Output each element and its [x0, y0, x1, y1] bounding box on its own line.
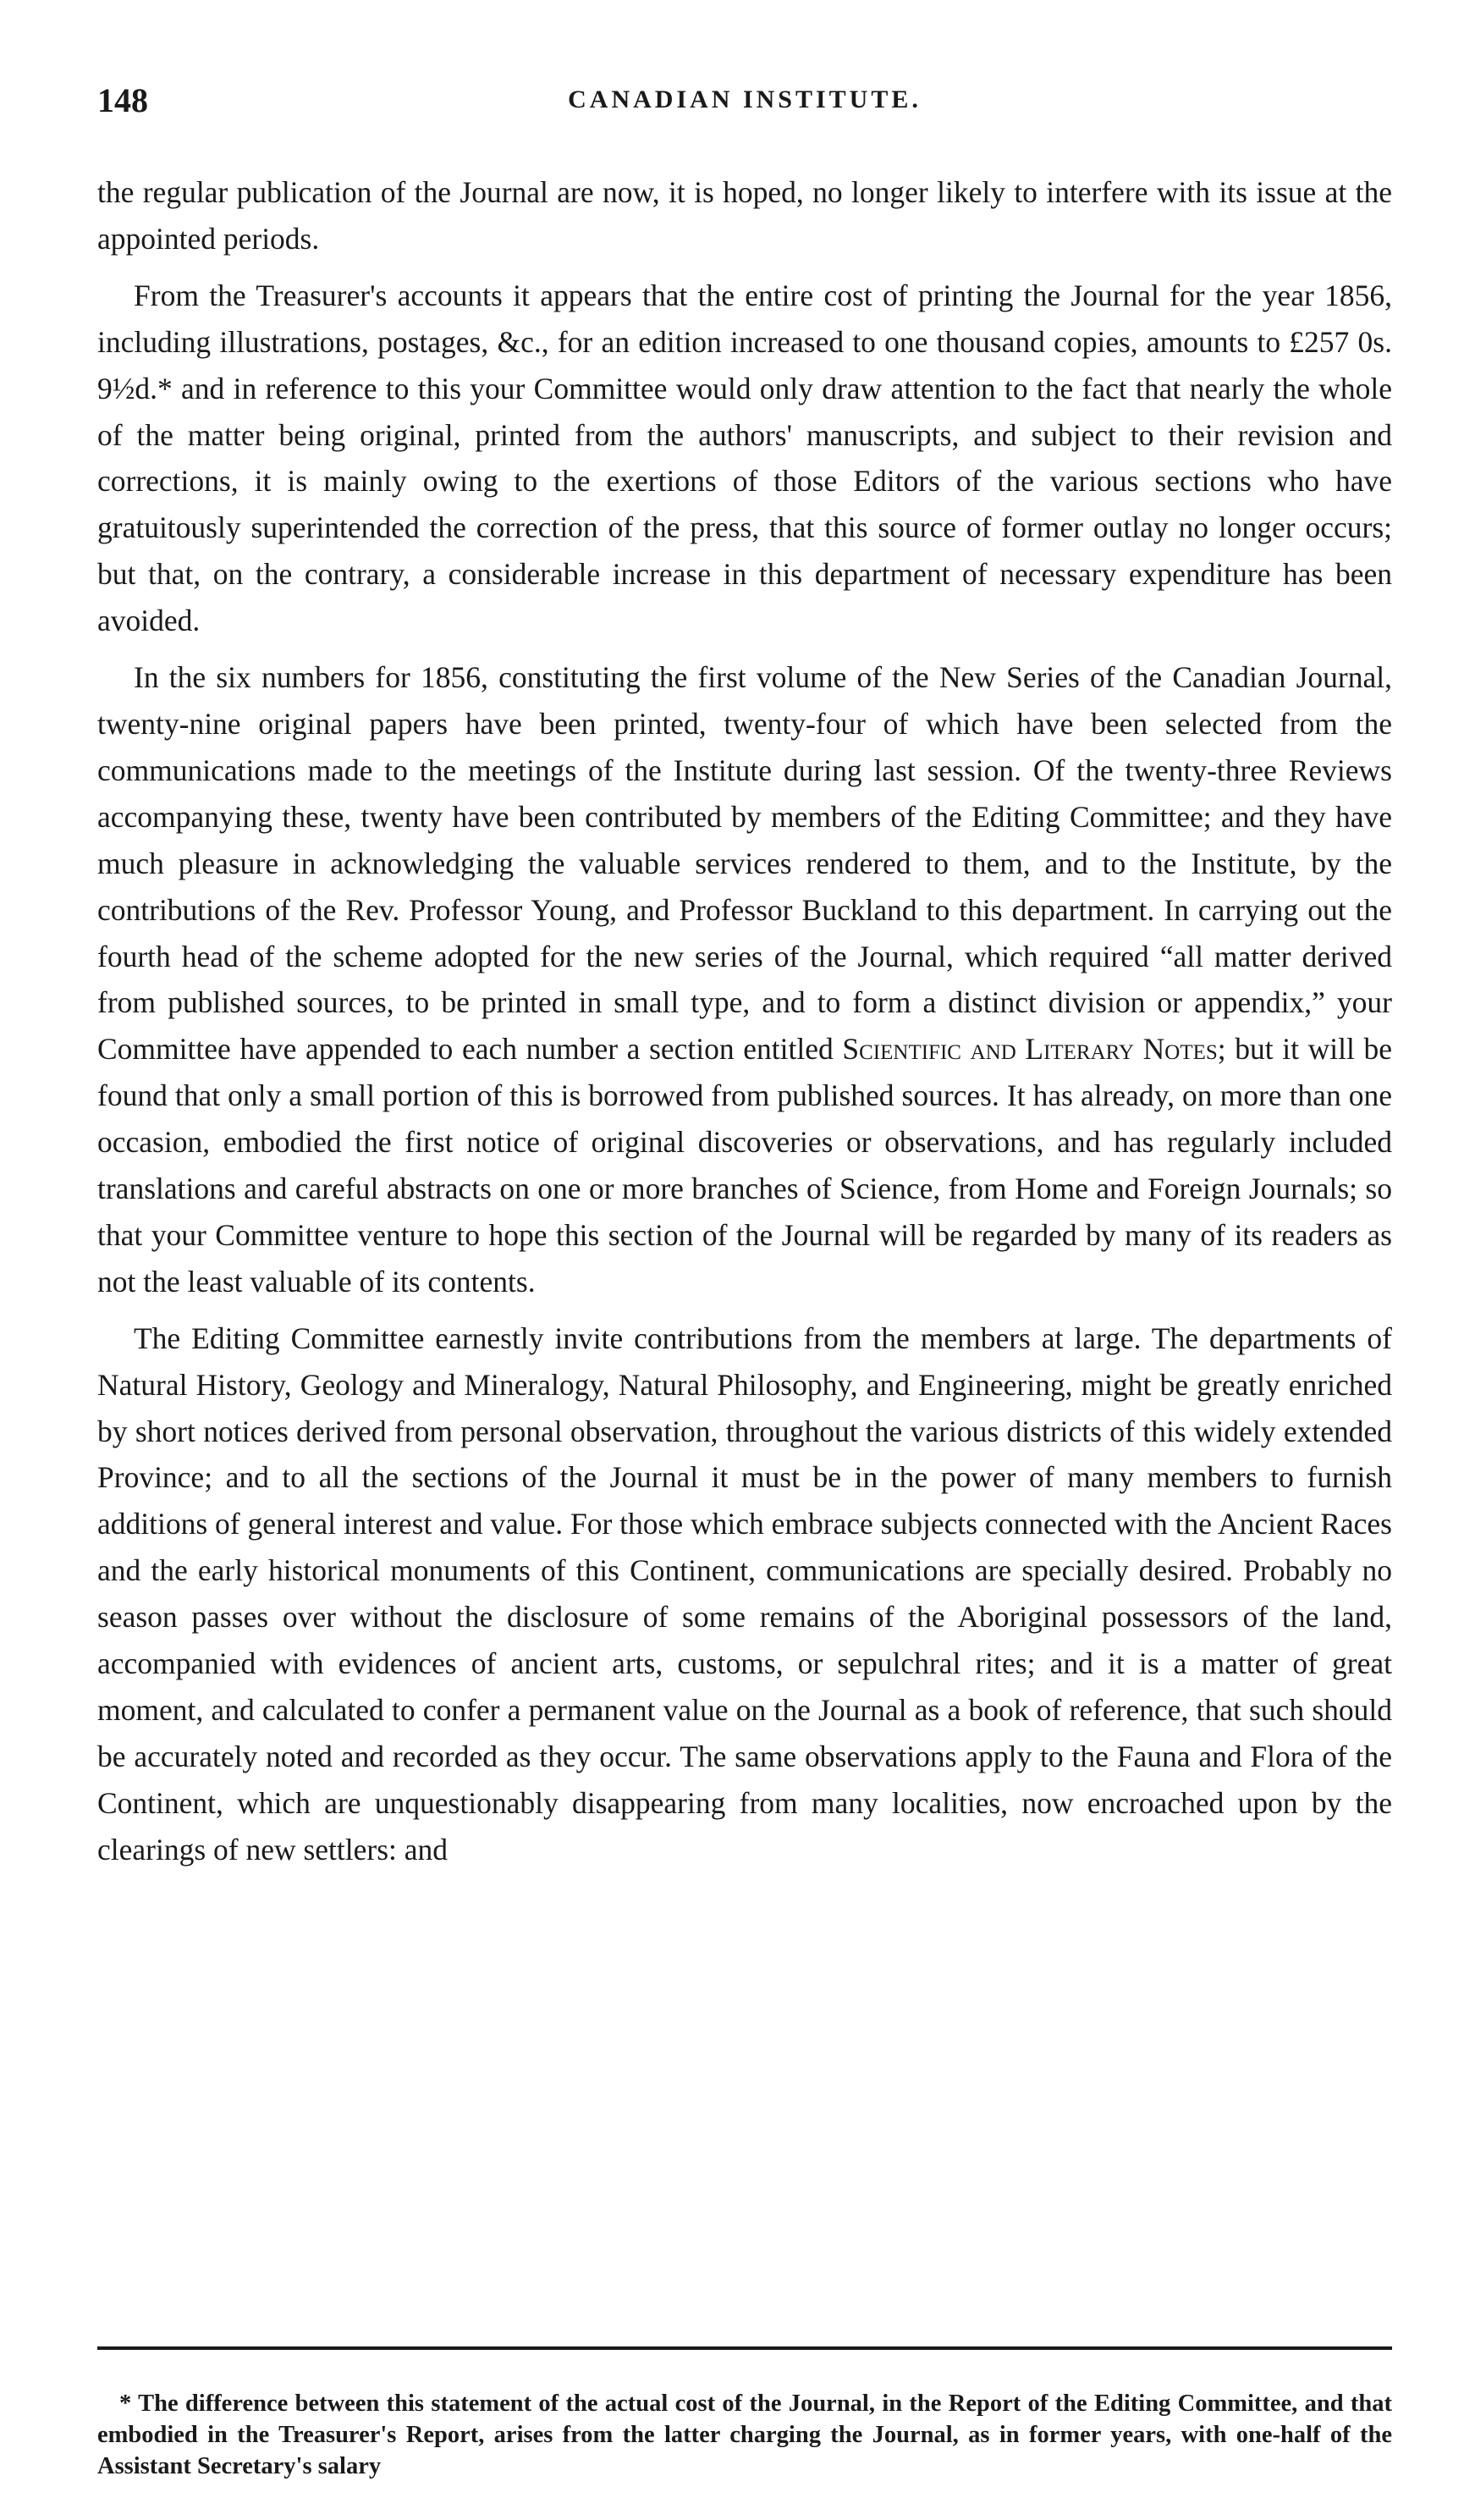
footnote: * The difference between this statement of the actual cost of the Journal, in the Report of the Editing Committee, and that embodied in the Treasurer's Report, arises from the latter charging the Journal, as in former years, with one-half of the Assistant Secretary's salary — [97, 2390, 1392, 2479]
paragraph-contributions-invited: The Editing Committee earnestly invite contributions from the members at large. The departments of Natural History, Geology and Mineralogy, Natural Philosophy, and Engineering, might be greatly enriched by short notices derived from personal observation, throughout the various districts of this widely extended Province; and to all the sections of the Journal it must be in the power of many members to furnish additions of general interest and value. For those which embrace subjects connected with the Ancient Races and the early historical monuments of this Continent, communications are specially desired. Probably no season passes over without the disclosure of some remains of the Aboriginal possessors of the land, accompanied with evidences of ancient arts, customs, or sepulchral rites; and it is a matter of great moment, and calculated to confer a permanent value on the Journal as a book of reference, that such should be accurately noted and recorded as they occur. The same observations apply to the Fauna and Flora of the Continent, which are unquestionably disappearing from many localities, now encroached upon by the clearings of new settlers: and — [97, 1321, 1392, 1867]
paragraph-continuation: the regular publication of the Journal are now, it is hoped, no longer likely to interfere with its issue at the appointed periods. — [97, 175, 1392, 256]
paragraph-journal-contents-part2: ; but it will be found that only a small portion of this is borrowed from published sources. It has already, on more than one occasion, embodied the first notice of original discoveries or observations, and has regularly included translations and careful abstracts on one or more branches of Science, from Home and Foreign Journals; so that your Committee venture to hope this section of the Journal will be regarded by many of its readers as not the least valuable of its contents. — [97, 1032, 1393, 1299]
paragraph-journal-contents — [97, 654, 1392, 1305]
running-head: CANADIAN INSTITUTE. — [568, 85, 922, 113]
section-title-smallcaps: Scientific and Literary Notes — [842, 1032, 1218, 1067]
body-text — [97, 169, 1392, 1873]
paragraph-treasurer-accounts: From the Treasurer's accounts it appears that the entire cost of printing the Journal for the year 1856, including illustrations, postages, &c., for an edition increased to one thousand copies, amounts to £257 0s. 9½d.* and in reference to this your Committee would only draw attention to the fact that nearly the whole of the matter being original, printed from the authors' manuscripts, and subject to their revision and corrections, it is mainly owing to the exertions of those Editors of the various sections who have gratuitously superintended the correction of the press, that this source of former outlay no longer occurs; but that, on the contrary, a considerable increase in this department of necessary expenditure has been avoided. — [97, 278, 1392, 638]
footnote-divider — [97, 2346, 1392, 2350]
page-header — [97, 80, 1392, 131]
page-number: 148 — [97, 81, 148, 119]
paragraph-journal-contents-part1: In the six numbers for 1856, constituting the first volume of the New Series of the Canadian Journal, twenty-nine original papers have been printed, twenty-four of which have been selected from the communications made to the meetings of the Institute during last session. Of the twenty-three Reviews accompanying these, twenty have been contributed by members of the Editing Committee; and they have much pleasure in acknowledging the valuable services rendered to them, and to the Institute, by the contributions of the Rev. Professor Young, and Professor Buckland to this department. In carrying out the fourth head of the scheme adopted for the new series of the Journal, which required “all matter derived from published sources, to be printed in small type, and to form a distinct division or appendix,” your Committee have appended to each number a section entitled — [97, 660, 1392, 1067]
